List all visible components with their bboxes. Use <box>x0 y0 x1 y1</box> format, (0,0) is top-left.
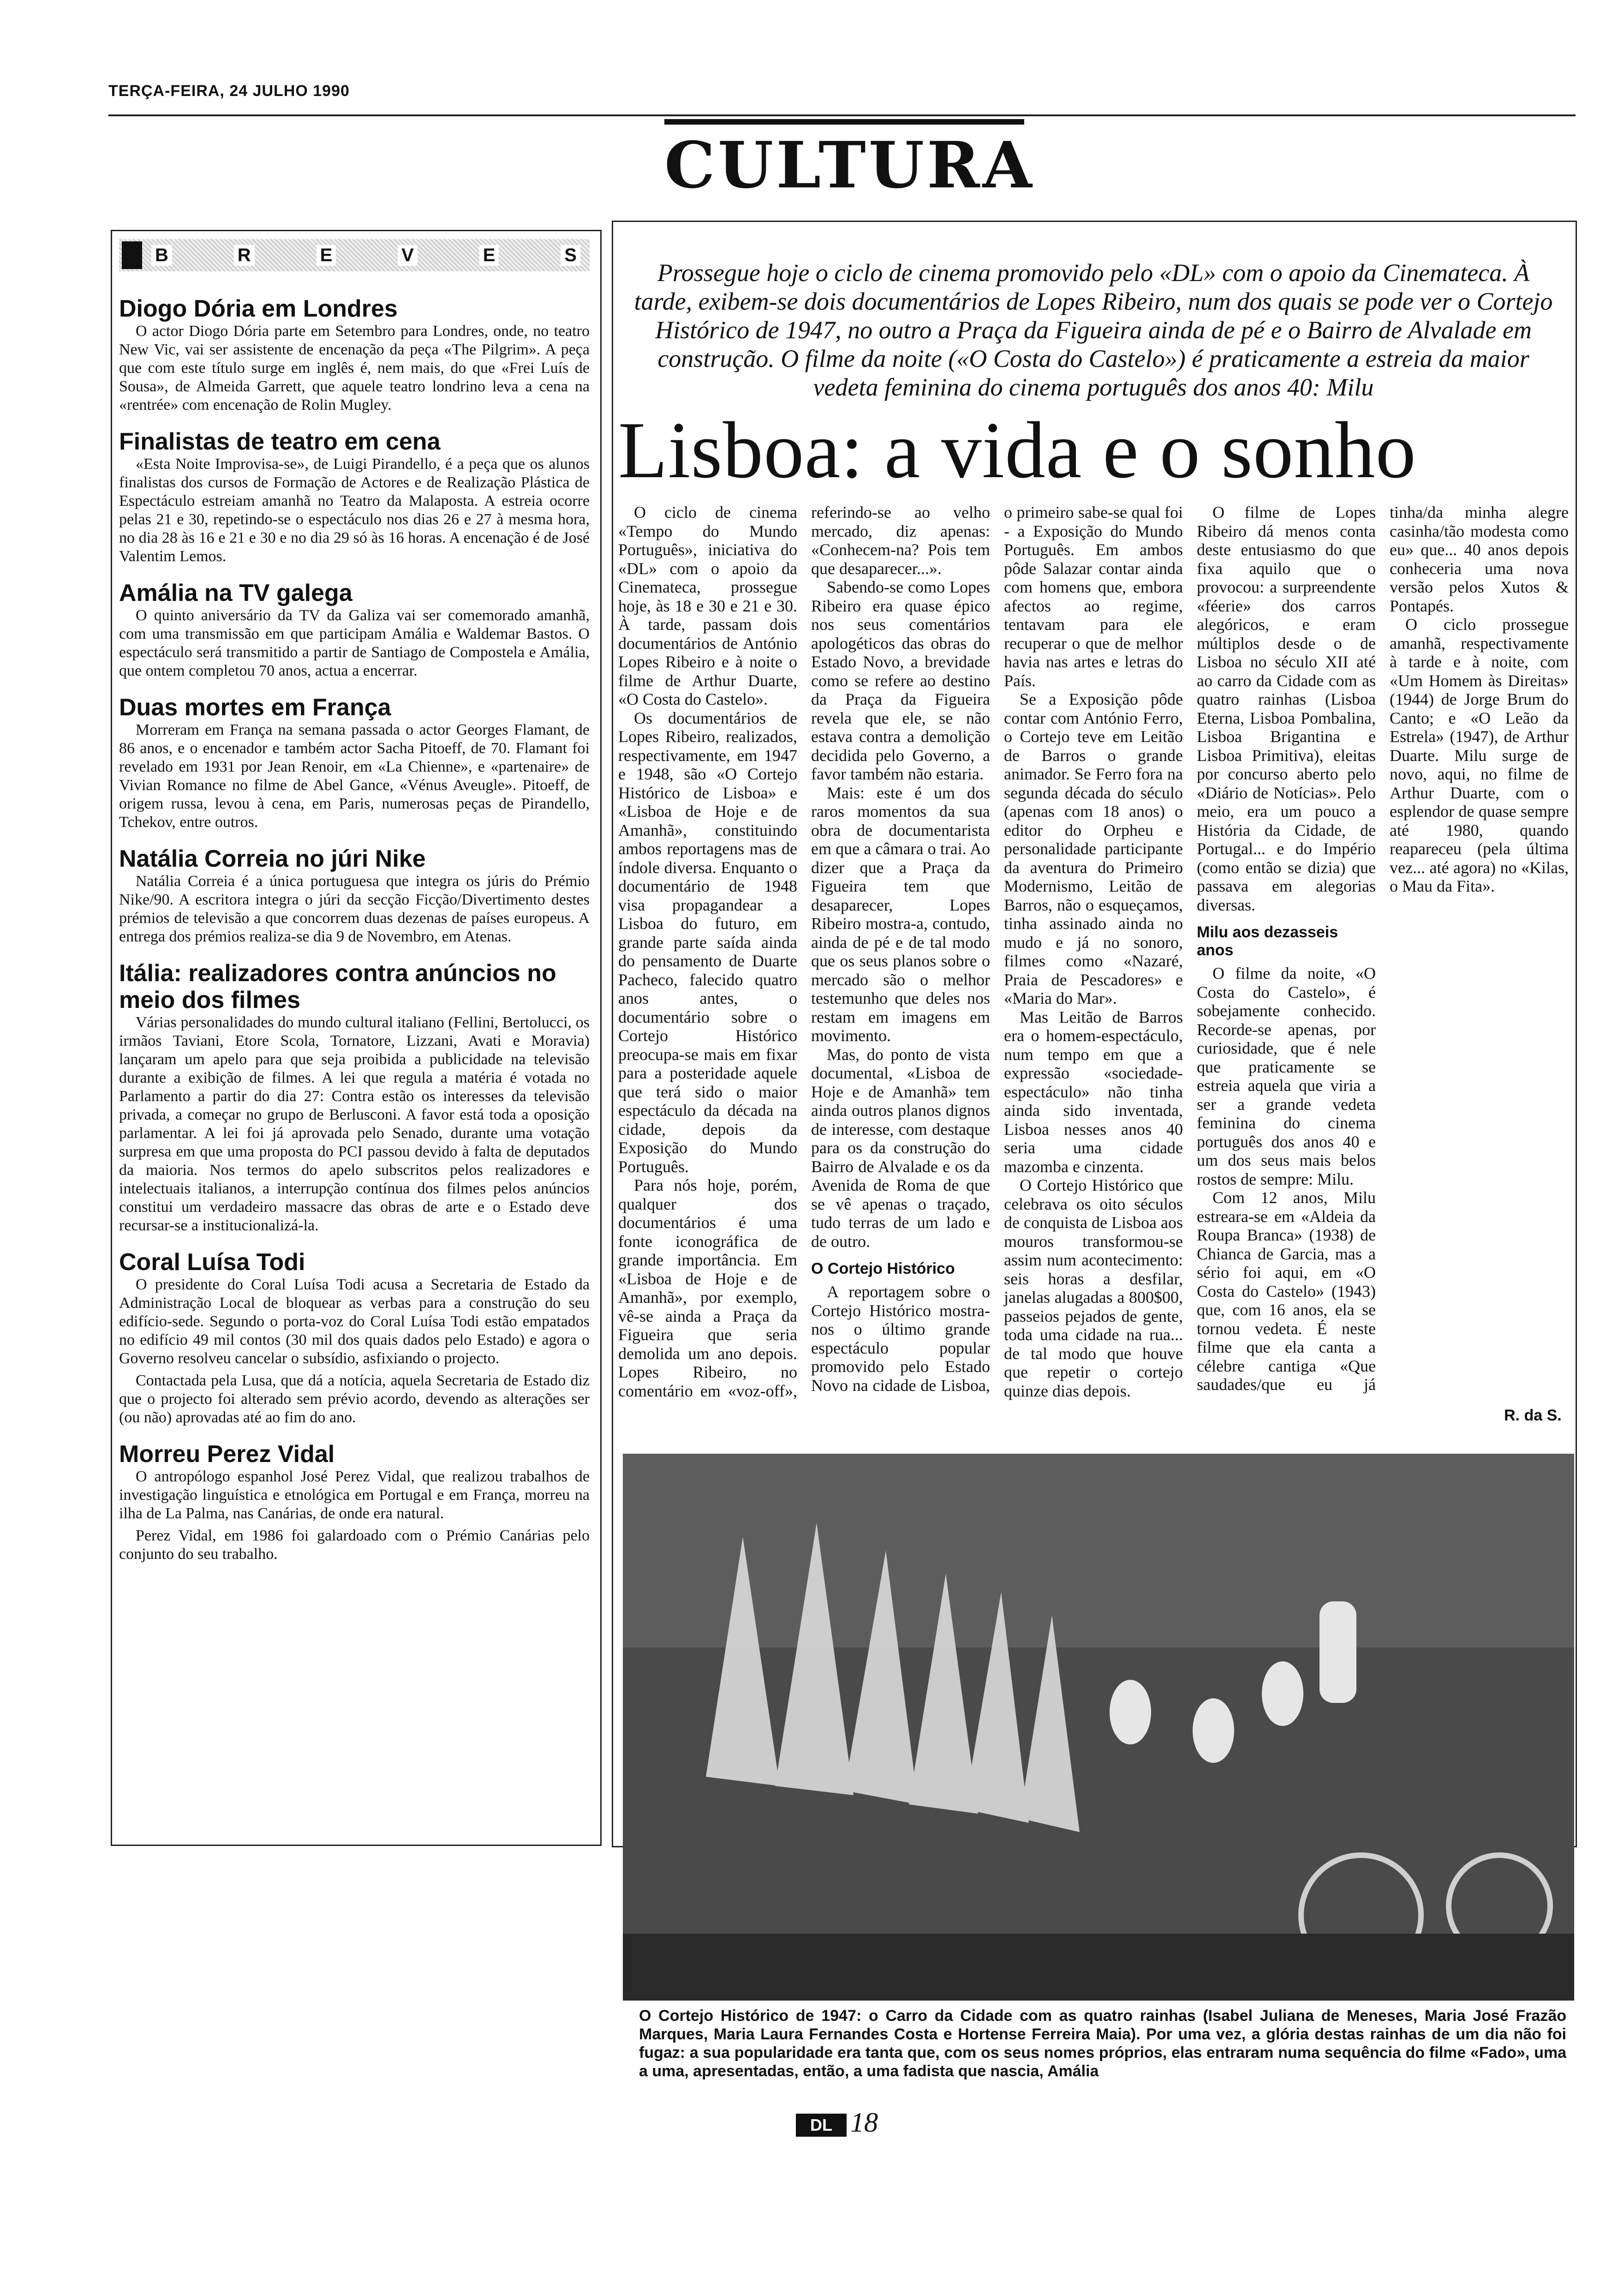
dateline: TERÇA-FEIRA, 24 JULHO 1990 <box>108 82 350 100</box>
body-paragraph: Para nós hoje, porém, qualquer dos documentários é uma fonte iconográfica de grande importância. Em «Lisboa de Hoje e de Amanhã», por exemplo, vê-se ainda a Praça da Figueira que seria demolida um ano depois. Lopes Ribeiro, no comentário em «voz-off», referindo-se ao velho mercado, diz apenas: «Conhecem-na? Pois tem que desaparecer...». <box>618 503 990 1400</box>
breves-letter: S <box>561 245 580 266</box>
body-paragraph: O filme da noite, «O Costa do Castelo», é sobejamente conhecido. Recorde-se apenas, por curiosidade, que é nele que praticamente se estreia aquela que viria a ser a grande vedeta feminina do cinema português dos anos 40 e um dos seus mais belos rostos de sempre: Milu. <box>1197 964 1376 1188</box>
body-paragraph: Com 12 anos, Milu estreara-se em «Aldeia da Roupa Branca» (1938) de Chianca de Garcia, mas a sério foi aqui, em «O Costa do Castelo» (1943) que, com 16 anos, ela se tornou vedeta. É neste filme que ela canta a célebre cantiga «Que saudades/que eu já tinha/da minha alegre casinha/tão modesta como eu» que... 40 anos depois conheceria uma nova versão pelos Xutos & Pontapés. <box>1197 503 1569 1394</box>
brief-item <box>119 1441 590 1564</box>
breves-letters <box>151 245 590 266</box>
breves-letter: R <box>234 245 255 266</box>
brief-title: Morreu Perez Vidal <box>119 1441 335 1468</box>
brief-text: Morreram em França na semana passada o actor Georges Flamant, de 86 anos, e o encenador e também actor Sacha Pitoeff, de 70. Flamant foi revelado em 1931 por Jean Renoir, em «La Chienne», e «partenaire» de Vivian Romance no filme de Abel Gance, «Vénus Aveugle». Pitoeff, de origem russa, levou à cena, em Paris, numerosas peças de Pirandello, Tchekov, entre outros. <box>119 721 590 831</box>
photo-sky <box>623 1454 1574 1648</box>
breves-column <box>119 295 590 1577</box>
article-byline: R. da S. <box>1504 1407 1562 1424</box>
banner-square-icon <box>122 241 142 269</box>
brief-text: Natália Correia é a única portuguesa que integra os júris do Prémio Nike/90. A escritora integra o júri da secção Ficção/Divertimento destes prémios de televisão a que concorrem duas dezenas de países europeus. A entrega dos prémios realiza-se dia 9 de Novembro, em Atenas. <box>119 873 590 945</box>
body-paragraph: A reportagem sobre o Cortejo Histórico mostra-nos o último grande espectáculo popular promovido pelo Estado Novo na cidade de Lisboa, o primeiro sabe-se qual foi - a Exposição do Mundo Português. Em ambos pôde Salazar contar ainda com homens que, embora afectos ao regime, tentavam para ele recuperar o que de melhor havia nas artes e letras do País. <box>811 503 1183 1395</box>
brief-text: O quinto aniversário da TV da Galiza vai ser comemorado amanhã, com uma transmissão em que participam Amália e Waldemar Bastos. O espectáculo será transmitido a partir de Santiago de Compostela e Amália, que ontem completou 70 anos, actua a encerrar. <box>119 607 590 679</box>
brief-text: O actor Diogo Dória parte em Setembro para Londres, onde, no teatro New Vic, vai ser assistente de encenação da peça «The Pilgrim». A peça que com este título surge em inglês é, nem mais, do que «Frei Luís de Sousa», de Almeida Garrett, que aquele teatro londrino leva a cena na «rentrée» com encenação de Rolin Mugley. <box>119 323 590 413</box>
brief-item <box>119 845 590 946</box>
brief-title: Itália: realizadores contra anúncios no meio dos filmes <box>119 960 556 1013</box>
brief-item <box>119 295 590 414</box>
brief-text: Perez Vidal, em 1986 foi galardoado com o Prémio Canárias pelo conjunto do seu trabalho. <box>119 1527 590 1563</box>
page-number: 18 <box>850 2107 878 2138</box>
article-headline: Lisboa: a vida e o sonho <box>618 405 1416 495</box>
body-paragraph: Sabendo-se como Lopes Ribeiro era quase épico nos seus comentários apologéticos das obras do Estado Novo, a brevidade como se refere ao destino da Praça da Figueira revela que ele, se não estava contra a demolição decidida pelo Governo, a favor também não estaria. <box>811 578 990 783</box>
breves-letter: B <box>151 245 172 266</box>
brief-title: Amália na TV galega <box>119 580 352 606</box>
brief-item <box>119 694 590 832</box>
body-paragraph: O ciclo prossegue amanhã, respectivamente à tarde e à noite, com «Um Homem às Direitas» (1944) de Jorge Brum do Canto; e «O Leão da Estrela» (1947), de Arthur Duarte. Milu surge de novo, aqui, no filme de Arthur Duarte, com o esplendor de quase sempre até 1980, quando reapareceu (pela última vez... até agora) no «Kilas, o Mau da Fita». <box>1390 615 1569 895</box>
brief-item <box>119 1249 590 1427</box>
cortejo-photo <box>623 1454 1574 2001</box>
body-paragraph: Se a Exposição pôde contar com António Ferro, o Cortejo teve em Leitão de Barros o grande animador. Se Ferro fora na segunda década do século (apenas com 18 anos) o editor do Orpheu e personalidade participante da aventura do Primeiro Modernismo, Leitão de Barros, não o esqueçamos, tinha assinado ainda no mudo e já no sonoro, filmes como «Nazaré, Praia de Pescadores» e «Maria do Mar». <box>1004 690 1183 1007</box>
section-title: CULTURA <box>664 127 1035 203</box>
breves-banner <box>119 239 590 271</box>
brief-text: Várias personalidades do mundo cultural italiano (Fellini, Bertolucci, os irmãos Taviani, Etore Scola, Tornatore, Lizzani, Avati e Moravia) lançaram um apelo para que seja proibida a publicidade na televisão durante a exibição de filmes. A lei que regula a matéria é votada no Parlamento a partir do dia 27: Contra estão os interesses da televisão privada, a começar no grupo de Berlusconi. A favor está toda a oposição parlamentar. A lei foi já aprovada pelo Senado, durante uma votação surpresa em que uma proposta do PCI passou devido à falta de deputados da maioria. Nos termos do apelo subscritos pelos realizadores e intelectuais italianos, a interrupção contínua dos filmes pelos anúncios constitui um verdadeiro massacre das obras de arte e o Estado deve recursar-se a institucionalizá-la. <box>119 1014 590 1234</box>
breves-letter: E <box>479 245 499 266</box>
brief-item <box>119 428 590 566</box>
photo-illustration <box>623 1454 1574 2001</box>
brief-text: Contactada pela Lusa, que dá a notícia, aquela Secretaria de Estado diz que o projecto foi alterado sem prévio acordo, devendo as alterações ser (ou não) aprovadas até ao fim do ano. <box>119 1372 590 1426</box>
brief-title: Coral Luísa Todi <box>119 1249 305 1276</box>
body-paragraph: O ciclo de cinema «Tempo do Mundo Português», iniciativa do «DL» com o apoio da Cinemateca, prossegue hoje, às 18 e 30 e 21 e 30. À tarde, passam dois documentários de António Lopes Ribeiro e à noite o filme de Arthur Duarte, «O Costa do Castelo». <box>618 503 797 708</box>
dl-logo: DL <box>796 2114 847 2137</box>
body-paragraph: Mais: este é um dos raros momentos da sua obra de documentarista em que a câmara o trai. Ao dizer que a Praça da Figueira tem que desaparecer, Lopes Ribeiro mostra-a, contudo, ainda de pé e de tal modo que os seus planos sobre o mercado são o melhor testemunho que deles nos restam em imagens em movimento. <box>811 783 990 1045</box>
photo-caption: O Cortejo Histórico de 1947: o Carro da Cidade com as quatro rainhas (Isabel Juliana de Meneses, Maria José Frazão Marques, Maria Laura Fernandes Costa e Hortense Ferreira Maia). Por uma vez, a glória destas rainhas de um dia não foi fugaz: a sua popularidade era tanta que, com os seus nomes próprios, elas entraram numa sequência do filme «Fado», uma a uma, apresentadas, então, a uma fadista que nascia, Amália <box>639 2007 1566 2080</box>
body-paragraph: Os documentários de Lopes Ribeiro, realizados, respectivamente, em 1947 e 1948, são «O Cortejo Histórico de Lisboa» e «Lisboa de Hoje e de Amanhã», constituindo ambos reportagens mas de índole diversa. Enquanto o documentário de 1948 visa propagandear a Lisboa do futuro, em grande parte saída ainda do pensamento de Duarte Pacheco, falecido quatro anos antes, o documentário sobre o Cortejo Histórico preocupa-se mais em fixar para a posteridade aquele que terá sido o maior espectáculo da década na cidade, depois da Exposição do Mundo Português. <box>618 708 797 1176</box>
body-paragraph: Mas, do ponto de vista documental, «Lisboa de Hoje e de Amanhã» tem ainda outros planos dignos de interesse, com destaque para os da construção do Bairro de Alvalade e os da Avenida de Roma de que se vê apenas o traçado, tudo terras de um lado e de outro. <box>811 1045 990 1251</box>
photo-ground <box>623 1934 1574 2001</box>
brief-title: Duas mortes em França <box>119 694 391 721</box>
body-paragraph: O filme de Lopes Ribeiro dá menos conta deste entusiasmo do que fixa aquilo que o provocou: a surpreendente «féerie» dos carros alegóricos, e eram múltiplos desde o de Lisboa no século XII até ao carro da Cidade com as quatro rainhas (Lisboa Eterna, Lisboa Pombalina, Lisboa Brigantina e Lisboa Primitiva), eleitas por concurso aberto pelo «Diário de Notícias». Pelo meio, era um pouco a História da Cidade, de Portugal... e do Império (como então se dizia) que passava em alegorias diversas. <box>1197 503 1376 914</box>
header-rule <box>108 114 1576 116</box>
breves-letter: E <box>316 245 336 266</box>
article-subhead: Milu aos dezasseis anos <box>1197 923 1338 959</box>
body-paragraph: O Cortejo Histórico que celebrava os oito séculos de conquista de Lisboa aos mouros transformou-se assim num acontecimento: seis horas a desfilar, janelas alugadas a 800$00, passeios pejados de gente, toda uma cidade na rua... de tal modo que houve que repetir o cortejo quinze dias depois. <box>1004 1176 1183 1400</box>
article-subhead: O Cortejo Histórico <box>811 1260 955 1277</box>
brief-text: O antropólogo espanhol José Perez Vidal, que realizou trabalhos de investigação linguística e etnológica em Portugal e em França, morreu na ilha de La Palma, nas Canárias, de onde era natural. <box>119 1468 590 1522</box>
page-folio <box>796 2107 878 2139</box>
article-body <box>618 503 1569 1408</box>
brief-text: «Esta Noite Improvisa-se», de Luigi Pirandello, é a peça que os alunos finalistas dos cursos de Formação de Actores e de Realização Plástica de Espectáculo estreiam amanhã no Teatro da Malaposta. A estreia ocorre pelas 21 e 30, repetindo-se o espectáculo nos dias 26 e 27 à mesma hora, no dia 28 às 16 e 21 e 30 e no dia 29 só às 16 horas. A encenação é de José Valentim Lemos. <box>119 455 590 565</box>
brief-item <box>119 960 590 1235</box>
section-bar <box>664 119 1024 125</box>
brief-title: Finalistas de teatro em cena <box>119 428 441 455</box>
brief-item <box>119 580 590 680</box>
brief-text: O presidente do Coral Luísa Todi acusa a Secretaria de Estado da Administração Local de bloquear as verbas para a construção do seu edifício-sede. Segundo o porta-voz do Coral Luísa Todi estão empatados no edifício 49 mil contos (30 mil dos quais dados pelo Estado) e agora o Governo resolveu cancelar o subsídio, asfixiando o projecto. <box>119 1276 590 1367</box>
brief-title: Diogo Dória em Londres <box>119 295 398 322</box>
body-paragraph: Mas Leitão de Barros era o homem-espectáculo, num tempo em que a expressão «sociedade-espectáculo» não tinha ainda sido inventada, Lisboa nesses anos 40 seria uma cidade mazomba e cinzenta. <box>1004 1007 1183 1176</box>
breves-letter: V <box>398 245 418 266</box>
article-lead: Prossegue hoje o ciclo de cinema promovido pelo «DL» com o apoio da Cinemateca. À tarde, exibem-se dois documentários de Lopes Ribeiro, num dos quais se pode ver o Cortejo Histórico de 1947, no outro a Praça da Figueira ainda de pé e o Bairro de Alvalade em construção. O filme da noite («O Costa do Castelo») é praticamente a estreia da maior vedeta feminina do cinema português dos anos 40: Milu <box>634 259 1553 401</box>
brief-title: Natália Correia no júri Nike <box>119 845 426 872</box>
